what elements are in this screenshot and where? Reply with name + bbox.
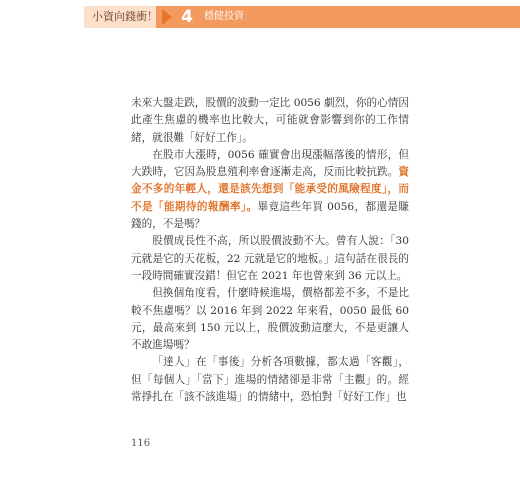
paragraph-2-text-a: 在股市大漲時，0056 確實會出現漲幅落後的情形，但大跌時，它因為股息殖利率會逐漸走高，反而比較抗跌。 — [131, 148, 409, 179]
paragraph-3-text: 股價成長性不高，所以股價波動不大。曾有人說：「30 元就是它的天花板，22 元就是它的地板。」這句話在很長的一段時間確實沒錯！但它在 2021 年也曾來到 36 元以上。 — [131, 235, 409, 282]
paragraph-5-text: 「達人」在「事後」分析各項數據，都太過「客觀」，但「每個人」「當下」進場的情緒卻是非常「主觀」的。經常掙扎在「該不該進場」的情緒中，恐怕對「好好工作」也 — [131, 356, 409, 404]
paragraph-2 — [131, 147, 409, 233]
paragraph-4-text: 但換個角度看，什麼時候進場，價格都差不多，不是比較不焦慮嗎？以 2016 年到 2022 年來看，0050 最低 60 元，最高來到 150 元以上，股價波動這麼大，不是更讓人不敢進場嗎？ — [131, 287, 409, 352]
paragraph-5 — [131, 354, 409, 406]
header-arrow-icon — [162, 9, 172, 25]
paragraph-1-text: 未來大盤走跌，股價的波動一定比 0056 劇烈，你的心情因此產生焦慮的機率也比較大，可能就會影響到你的工作情緒，就很難「好好工作」。 — [131, 97, 409, 144]
series-title: 小資向錢衝！ — [84, 6, 156, 28]
running-header — [84, 6, 520, 28]
paragraph-3 — [131, 233, 409, 285]
chapter-title: 穩健投資 — [204, 11, 244, 22]
chapter-number: 4 — [181, 7, 193, 27]
highlighted-sentence: 資金不多的年輕人，還是該先想到「能承受的風險程度」，而不是「能期待的報酬率」。 — [131, 166, 409, 213]
body-text — [131, 95, 409, 406]
paragraph-4 — [131, 285, 409, 354]
paragraph-2-text-b: 畢竟這些年買 0056，都還是賺錢的，不是嗎？ — [131, 200, 409, 231]
paragraph-1 — [131, 95, 409, 147]
page-number: 116 — [131, 438, 151, 449]
